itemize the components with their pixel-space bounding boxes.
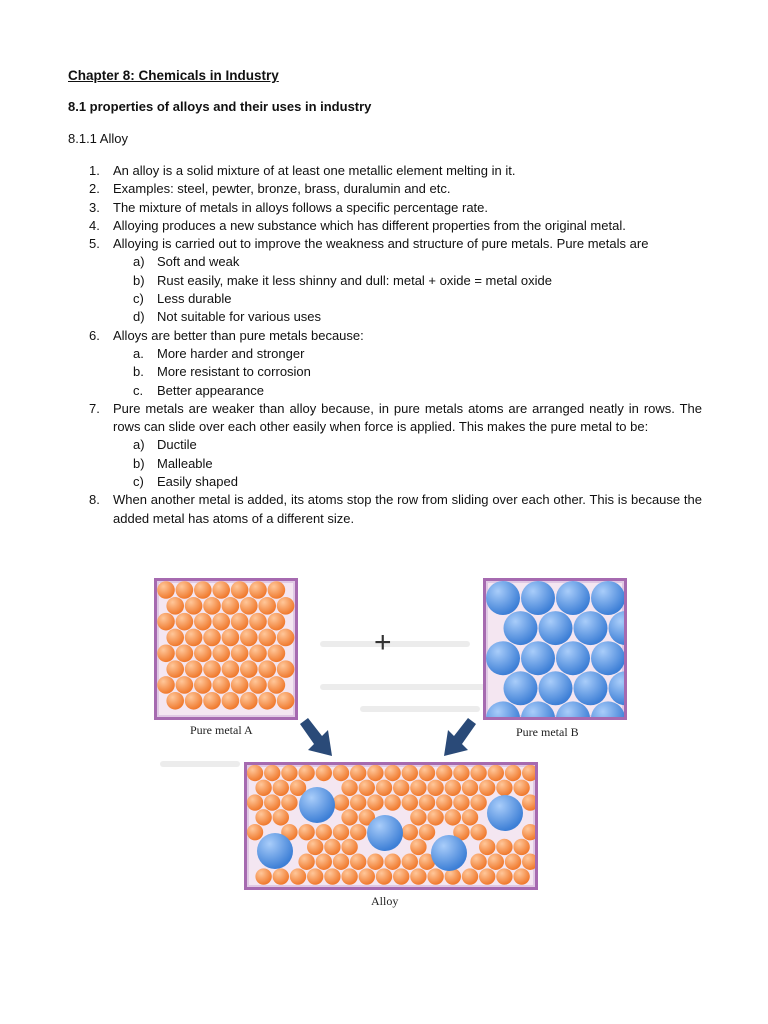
alloy-atom-a (384, 765, 400, 781)
atom-b (539, 671, 573, 705)
list-item (89, 491, 702, 528)
alloy-atom-a (350, 824, 366, 840)
alloy-atom-a (273, 780, 289, 796)
atom-b (486, 581, 520, 615)
sub-item-text: Not suitable for various uses (157, 309, 322, 325)
list-item (89, 235, 702, 326)
alloy-atom-a (333, 854, 349, 870)
alloy-label: Alloy (371, 894, 399, 908)
item-number: 4. (89, 217, 100, 233)
alloy-atom-a (402, 765, 418, 781)
list-item (89, 162, 702, 180)
alloy-atom-a (247, 765, 263, 781)
atom-b (521, 641, 555, 675)
sub-item-letter: a) (133, 437, 145, 453)
atom-a (176, 613, 194, 631)
alloy-atom-a (316, 854, 332, 870)
atom-a (194, 644, 212, 662)
faint-background-line (320, 641, 470, 647)
alloy-atom-a (522, 765, 535, 781)
alloy-atom-a (350, 794, 366, 810)
atom-b (591, 581, 624, 615)
atom-a (176, 644, 194, 662)
alloy-atom-b (431, 835, 467, 871)
atom-b (609, 611, 625, 645)
sub-list-item (133, 436, 702, 454)
alloy-atom-a (393, 868, 409, 884)
atom-b (521, 581, 555, 615)
item-number: 1. (89, 163, 100, 178)
alloy-atom-a (273, 809, 289, 825)
alloy-atom-b (487, 795, 523, 831)
sub-list-item (133, 290, 702, 308)
sub-item-text: Rust easily, make it less shinny and dull: metal + oxide = metal oxide (157, 272, 553, 288)
atom-b (574, 671, 608, 705)
alloy-atom-a (376, 868, 392, 884)
alloy-box (244, 762, 538, 890)
alloy-atom-a (264, 765, 280, 781)
alloy-atom-a (376, 780, 392, 796)
alloy-atom-a (462, 868, 478, 884)
alloy-atom-a (307, 868, 323, 884)
alloy-atom-a (333, 794, 349, 810)
arrow-down-left-icon (440, 718, 480, 760)
alloy-atom-a (359, 868, 375, 884)
alloy-atom-a (479, 868, 495, 884)
atom-a (185, 692, 203, 710)
atom-a (212, 581, 230, 599)
alloy-atom-a (470, 854, 486, 870)
atom-a (203, 660, 221, 678)
alloy-atom-a (462, 809, 478, 825)
atom-a (268, 581, 286, 599)
alloy-atom-a (384, 794, 400, 810)
sub-item-letter: c. (133, 382, 144, 398)
atom-a (249, 581, 267, 599)
atom-a (258, 692, 276, 710)
sub-list-item (133, 473, 702, 491)
alloy-atom-a (496, 839, 512, 855)
sub-list-item (133, 345, 702, 363)
sub-list-item (133, 253, 702, 271)
sub-list-item (133, 308, 702, 326)
alloy-atom-a (316, 824, 332, 840)
alloy-atom-a (384, 854, 400, 870)
atom-a (176, 581, 194, 599)
alloy-atom-a (341, 780, 357, 796)
alloy-atom-a (410, 839, 426, 855)
list-item (89, 180, 702, 198)
sub-item-text: Easily shaped (157, 474, 238, 490)
atom-a (185, 629, 203, 647)
sub-item-text: More resistant to corrosion (157, 364, 311, 380)
alloy-atom-a (436, 765, 452, 781)
alloy-atom-a (298, 765, 314, 781)
atom-b (574, 611, 608, 645)
atom-a (240, 692, 258, 710)
atom-a (166, 597, 184, 615)
alloy-atom-a (255, 868, 271, 884)
alloy-atom-a (479, 839, 495, 855)
alloy-atom-a (316, 765, 332, 781)
atom-a (166, 692, 184, 710)
alloy-atom-a (255, 809, 271, 825)
alloy-atom-b (299, 787, 335, 823)
atom-b (556, 581, 590, 615)
atom-a (222, 660, 240, 678)
alloy-atom-a (505, 854, 521, 870)
alloy-atom-a (247, 824, 263, 840)
sub-item-text: Ductile (157, 437, 197, 453)
atom-a (185, 597, 203, 615)
atom-a (240, 629, 258, 647)
atom-a (231, 581, 249, 599)
sub-item-text: More harder and stronger (157, 345, 305, 361)
alloy-atom-a (470, 765, 486, 781)
atom-a (249, 676, 267, 694)
sub-list-item (133, 363, 702, 381)
list-item (89, 217, 702, 235)
alloy-atom-a (298, 854, 314, 870)
atom-a (231, 613, 249, 631)
item-number: 6. (89, 327, 100, 343)
pure-metal-b-box (483, 578, 627, 720)
atom-a (277, 692, 295, 710)
sub-item-letter: b) (133, 455, 145, 471)
chapter-title: Chapter 8: Chemicals in Industry (68, 68, 279, 83)
atom-b (504, 611, 538, 645)
atom-a (277, 597, 295, 615)
atom-a (258, 597, 276, 615)
atom-a (194, 676, 212, 694)
item-text: Pure metals are weaker than alloy because, in pure metals atoms are arranged neatly in rows. The rows can slide over each other easily when force is applied. This makes the pure metal to be: (113, 400, 702, 435)
atom-a (268, 676, 286, 694)
item-text: Alloying is carried out to improve the weakness and structure of pure metals. Pure metals are (113, 236, 649, 252)
atom-b (486, 641, 520, 675)
alloy-atom-b (257, 833, 293, 869)
alloy-atom-a (247, 794, 263, 810)
alloy-atom-a (488, 765, 504, 781)
atom-a (176, 676, 194, 694)
alloy-atom-a (419, 794, 435, 810)
alloy-atom-a (505, 765, 521, 781)
atom-a (249, 613, 267, 631)
alloy-structure-figure (150, 566, 660, 916)
alloy-facts-list (89, 162, 702, 528)
atom-b (539, 611, 573, 645)
section-title: 8.1 properties of alloys and their uses in industry (68, 99, 372, 114)
pure-metal-properties-list (113, 436, 702, 491)
atom-a (194, 613, 212, 631)
alloy-atom-a (255, 780, 271, 796)
atom-b (591, 641, 624, 675)
alloy-atom-a (367, 794, 383, 810)
sub-list-item (133, 272, 702, 290)
pure-metal-weaknesses-list (113, 253, 702, 326)
alloy-atom-a (324, 839, 340, 855)
alloy-atom-a (324, 868, 340, 884)
alloy-atom-a (513, 780, 529, 796)
alloy-atom-a (470, 794, 486, 810)
atom-a (203, 597, 221, 615)
atom-a (277, 660, 295, 678)
alloy-atom-a (333, 824, 349, 840)
atom-a (268, 613, 286, 631)
atom-a (203, 692, 221, 710)
atom-a (231, 676, 249, 694)
alloy-atom-a (445, 780, 461, 796)
alloy-atom-a (341, 809, 357, 825)
alloy-atom-a (453, 794, 469, 810)
alloy-atom-a (367, 765, 383, 781)
sub-item-letter: c) (133, 474, 144, 490)
sub-item-text: Malleable (157, 455, 213, 471)
alloy-atom-a (341, 868, 357, 884)
alloy-atom-a (298, 824, 314, 840)
atom-a (185, 660, 203, 678)
atom-a (222, 597, 240, 615)
item-text: Alloys are better than pure metals because: (113, 327, 364, 343)
atom-a (240, 597, 258, 615)
pure-metal-a-box (154, 578, 298, 720)
alloy-atom-a (453, 765, 469, 781)
item-text: The mixture of metals in alloys follows a specific percentage rate. (113, 199, 489, 215)
alloy-atom-a (350, 765, 366, 781)
faint-background-line (160, 761, 240, 767)
list-item (89, 199, 702, 217)
pure-metal-a-atoms (157, 581, 295, 717)
alloy-atom-a (402, 794, 418, 810)
alloy-atom-a (496, 780, 512, 796)
alloy-atom-a (281, 765, 297, 781)
atom-a (268, 644, 286, 662)
alloy-atom-a (333, 765, 349, 781)
faint-background-line (320, 684, 490, 690)
atom-a (222, 692, 240, 710)
alloy-atom-a (427, 780, 443, 796)
item-number: 5. (89, 236, 100, 252)
atom-b (504, 671, 538, 705)
atom-a (203, 629, 221, 647)
alloy-atom-b (367, 815, 403, 851)
item-text: An alloy is a solid mixture of at least one metallic element melting in it. (113, 163, 516, 178)
alloy-atoms (247, 765, 535, 887)
item-number: 7. (89, 400, 100, 416)
alloy-atom-a (427, 809, 443, 825)
list-item (89, 400, 702, 491)
atom-a (166, 629, 184, 647)
alloy-atom-a (462, 780, 478, 796)
item-text: Examples: steel, pewter, bronze, brass, duralumin and etc. (113, 181, 451, 197)
alloy-atom-a (427, 868, 443, 884)
alloy-atom-a (402, 854, 418, 870)
sub-item-letter: b. (133, 364, 144, 380)
alloy-atom-a (522, 794, 535, 810)
alloy-atom-a (470, 824, 486, 840)
alloy-atom-a (410, 809, 426, 825)
arrow-down-right-icon (296, 718, 336, 760)
alloy-atom-a (419, 765, 435, 781)
alloy-atom-a (479, 780, 495, 796)
alloy-atom-a (359, 780, 375, 796)
alloy-atom-a (488, 854, 504, 870)
pure-metal-b-atoms (486, 581, 624, 717)
atom-a (157, 581, 175, 599)
atom-a (277, 629, 295, 647)
sub-item-letter: d) (133, 309, 145, 325)
faint-background-line (360, 706, 480, 712)
alloy-atom-a (445, 809, 461, 825)
alloy-atom-a (513, 839, 529, 855)
atom-a (212, 644, 230, 662)
sub-item-letter: a. (133, 345, 144, 361)
alloy-atom-a (350, 854, 366, 870)
sub-item-text: Soft and weak (157, 254, 240, 270)
plus-sign: + (374, 626, 392, 659)
item-text: When another metal is added, its atoms stop the row from sliding over each other. This is because the added metal has atoms of a different size. (113, 492, 702, 526)
alloy-atom-a (436, 794, 452, 810)
alloy-atom-a (393, 780, 409, 796)
alloy-advantages-list (113, 345, 702, 400)
alloy-atom-a (522, 824, 535, 840)
atom-a (249, 644, 267, 662)
alloy-atom-a (410, 868, 426, 884)
alloy-atom-a (290, 868, 306, 884)
alloy-atom-a (496, 868, 512, 884)
alloy-atom-a (273, 868, 289, 884)
sub-item-text: Less durable (157, 291, 232, 307)
atom-a (258, 660, 276, 678)
sub-list-item (133, 382, 702, 400)
alloy-atom-a (402, 824, 418, 840)
list-item (89, 327, 702, 400)
atom-a (157, 676, 175, 694)
item-number: 8. (89, 492, 100, 508)
atom-b (609, 671, 625, 705)
atom-a (194, 581, 212, 599)
item-text: Alloying produces a new substance which has different properties from the original metal. (113, 217, 626, 233)
atom-a (157, 644, 175, 662)
sub-item-letter: b) (133, 272, 145, 288)
pure-metal-a-label: Pure metal A (190, 723, 253, 737)
alloy-atom-a (264, 794, 280, 810)
alloy-atom-a (410, 780, 426, 796)
pure-metal-b-label: Pure metal B (516, 725, 579, 739)
sub-item-letter: c) (133, 291, 144, 307)
atom-a (212, 676, 230, 694)
alloy-atom-a (522, 854, 535, 870)
item-number: 3. (89, 199, 100, 215)
alloy-atom-a (281, 794, 297, 810)
alloy-atom-a (367, 854, 383, 870)
sub-list-item (133, 455, 702, 473)
atom-a (212, 613, 230, 631)
atom-a (231, 644, 249, 662)
subsection-title: 8.1.1 Alloy (68, 131, 128, 146)
item-number: 2. (89, 181, 100, 197)
atom-a (258, 629, 276, 647)
alloy-atom-a (307, 839, 323, 855)
alloy-atom-a (341, 839, 357, 855)
atom-b (556, 641, 590, 675)
sub-item-letter: a) (133, 254, 145, 270)
atom-a (240, 660, 258, 678)
sub-item-text: Better appearance (157, 382, 264, 398)
alloy-atom-a (513, 868, 529, 884)
atom-a (166, 660, 184, 678)
atom-a (157, 613, 175, 631)
atom-a (222, 629, 240, 647)
alloy-atom-a (419, 824, 435, 840)
